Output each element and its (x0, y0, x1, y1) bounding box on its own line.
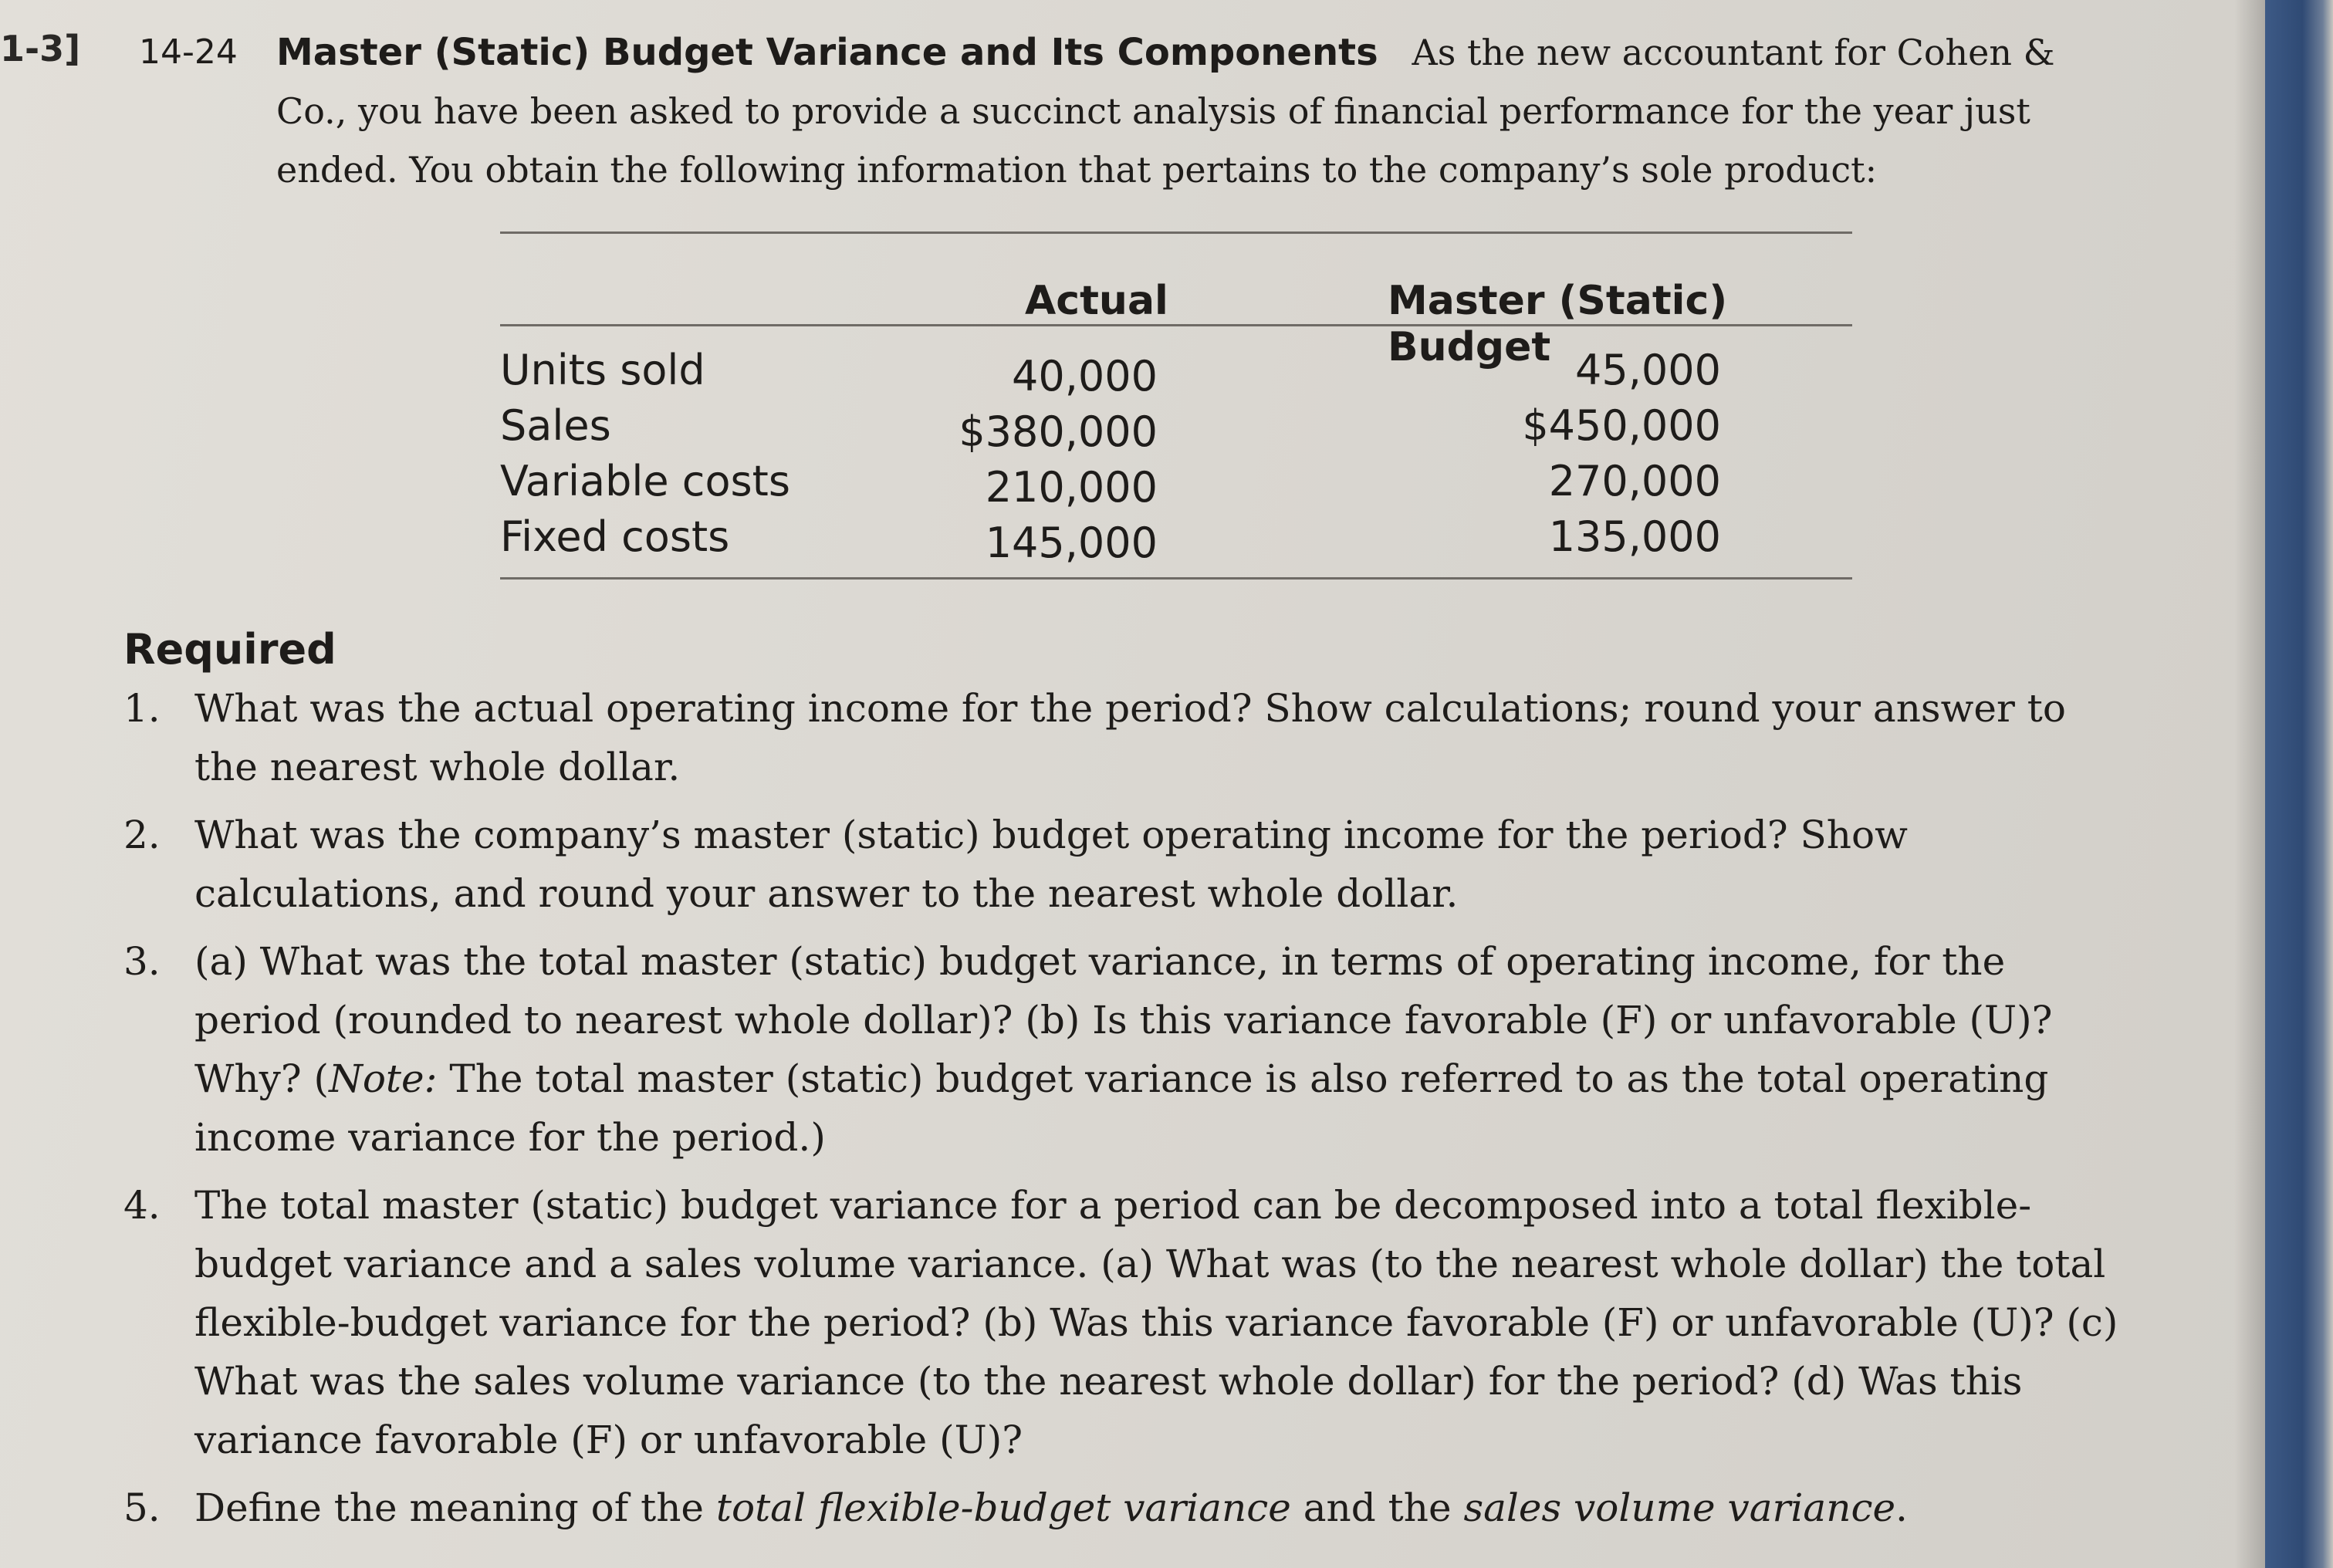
question-number: 4. (123, 1183, 161, 1228)
table-row-units-sold (500, 346, 1852, 401)
question-text-part-c: . (1895, 1485, 1908, 1530)
question-text: What was the company’s master (static) budget operating income for the period? Show calculations, and round your answer to the nearest whole dollar. (194, 813, 1908, 916)
table-row-variable-costs (500, 457, 1852, 512)
table-row-fixed-costs (500, 512, 1852, 568)
row-label: Fixed costs (500, 512, 730, 561)
question-number: 5. (123, 1485, 161, 1530)
problem-intro: As the new accountant for Cohen & Co., you have been asked to provide a succinct analysis of financial performance for the year just ended. You obtain the following information that pertains to the company’s sole product: (276, 32, 2055, 191)
row-label: Sales (500, 401, 611, 450)
note-label: Note: (329, 1056, 438, 1101)
term-sales-volume-variance: sales volume variance (1463, 1485, 1896, 1530)
question-2 (123, 806, 2130, 923)
problem-statement (139, 23, 2084, 199)
actual-value: $380,000 (959, 407, 1158, 456)
column-header-actual: Actual (1025, 278, 1168, 324)
actual-value: 40,000 (1012, 352, 1158, 400)
row-label: Variable costs (500, 457, 790, 505)
table-top-rule (500, 231, 1852, 234)
question-text-part-b: and the (1290, 1485, 1464, 1530)
question-text-part-b: The total master (static) budget variance is also referred to as the total operating income variance for the period.) (194, 1056, 2049, 1160)
budget-value: 45,000 (1575, 346, 1721, 394)
question-number: 2. (123, 813, 161, 857)
actual-value: 145,000 (985, 519, 1158, 567)
question-text: The total master (static) budget variance for a period can be decomposed into a total flexible-budget variance and a sales volume variance. (a) What was (to the nearest whole dollar) the total flexible-budget variance for the period? (b) Was this variance favorable (F) or unfavorable (U)? (c) What was the sales volume variance (to the nearest whole dollar) for the period? (d) Was this variance favorable (F) or unfavorable (U)? (194, 1183, 2118, 1462)
question-text: What was the actual operating income for the period? Show calculations; round your answer to the nearest whole dollar. (194, 686, 2066, 789)
problem-title: Master (Static) Budget Variance and Its Components (276, 31, 1378, 74)
question-text-part-a: Define the meaning of the (194, 1485, 716, 1530)
page-gutter-shadow (2234, 0, 2265, 1568)
question-3 (123, 932, 2130, 1167)
question-text-part-a: (a) What was the total master (static) budget variance, in terms of operating income, for the period (rounded to nearest whole dollar)? (b) Is this variance favorable (F) or unfavorable (U)? Why? ( (194, 939, 2053, 1101)
book-cover-edge (2265, 0, 2333, 1568)
actual-value: 210,000 (985, 463, 1158, 512)
question-1 (123, 679, 2130, 796)
problem-header (139, 23, 2084, 199)
table-row-sales (500, 401, 1852, 457)
problem-number: 14-24 (139, 32, 238, 72)
term-flexible-budget-variance: total flexible-budget variance (715, 1485, 1291, 1530)
required-heading: Required (123, 625, 336, 674)
budget-value: 135,000 (1548, 512, 1721, 561)
question-list (123, 679, 2130, 1546)
table-bottom-rule (500, 577, 1852, 580)
budget-value: $450,000 (1522, 401, 1721, 450)
question-4 (123, 1176, 2130, 1469)
sidebar-reference: 1-3] (0, 28, 81, 69)
question-number: 1. (123, 686, 161, 731)
budget-value: 270,000 (1548, 457, 1721, 505)
table-header-rule (500, 324, 1852, 326)
question-5 (123, 1478, 2130, 1537)
question-number: 3. (123, 939, 161, 984)
column-header-budget: Master (Static) Budget (1388, 278, 1728, 370)
row-label: Units sold (500, 346, 705, 394)
